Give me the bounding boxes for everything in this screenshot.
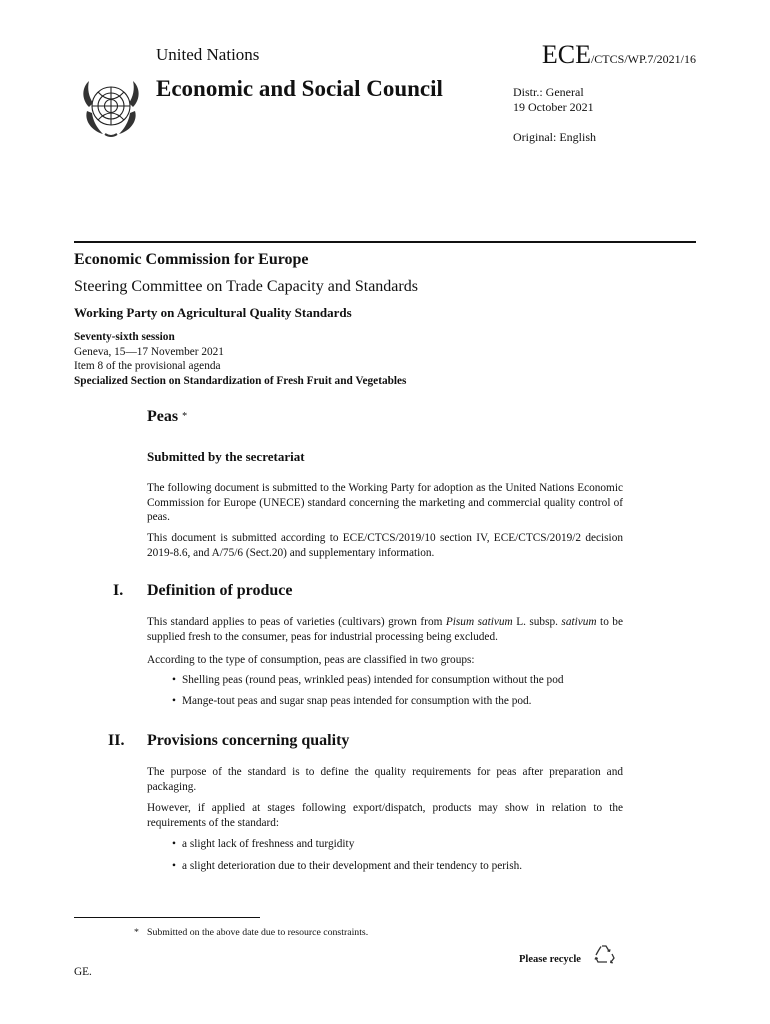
list-item: [172, 838, 354, 850]
footnote: [134, 927, 368, 938]
list-item-text: Shelling peas (round peas, wrinkled peas) intended for consumption without the pod: [182, 674, 564, 686]
list-item-text: a slight lack of freshness and turgidity: [182, 838, 355, 850]
list-item: [172, 695, 532, 707]
section-1-paragraph-1: [147, 615, 623, 644]
footnote-text: Submitted on the above date due to resource constraints.: [147, 927, 369, 938]
working-party-name: Working Party on Agricultural Quality Standards: [74, 305, 352, 320]
distribution-block: [513, 85, 594, 115]
bullet-glyph: •: [172, 838, 176, 850]
p1-subspecies: sativum: [561, 616, 597, 628]
p1-text-a: This standard applies to peas of varieties (cultivars) grown from: [147, 616, 446, 628]
recycle-icon: [592, 943, 616, 965]
footnote-rule: [74, 917, 260, 918]
section-1-paragraph-2: According to the type of consumption, peas are classified in two groups:: [147, 654, 475, 666]
un-emblem-icon: [78, 77, 144, 139]
issue-date: 19 October 2021: [513, 100, 594, 114]
commission-name: Economic Commission for Europe: [74, 251, 309, 268]
title-text: Peas: [147, 408, 179, 425]
section-2-paragraph-2: However, if applied at stages following export/dispatch, products may show in relation to the requirements of the standard:: [147, 802, 623, 829]
section-1-title: Definition of produce: [147, 582, 293, 599]
title-footnote-mark: *: [182, 411, 188, 422]
intro-paragraph-2: This document is submitted according to ECE/CTCS/2019/10 section IV, ECE/CTCS/2019/2 decision 2019-8.6, and A/75/6 (Sect.20) and supplementary information.: [147, 532, 623, 559]
list-item-text: Mange-tout peas and sugar snap peas intended for consumption with the pod.: [182, 695, 532, 707]
section-1-number: I.: [113, 582, 124, 599]
list-item-text: a slight deterioration due to their development and their tendency to perish.: [182, 860, 523, 872]
section-2-title: Provisions concerning quality: [147, 732, 350, 749]
council-title: Economic and Social Council: [156, 76, 443, 101]
p1-text-b: L. subsp.: [512, 616, 562, 628]
session: Seventy-sixth session: [74, 331, 175, 343]
footnote-mark: *: [134, 927, 139, 938]
org-name: United Nations: [156, 45, 260, 64]
symbol-prefix: ECE: [541, 40, 591, 69]
p1-text-c: to be supplied fresh to the consumer, peas for industrial processing being excluded.: [147, 616, 623, 643]
place-date: Geneva, 15—17 November 2021: [74, 345, 224, 358]
agenda-item: Item 8 of the provisional agenda: [74, 360, 221, 373]
job-code: GE.: [74, 966, 92, 978]
p1-species: Pisum sativum: [445, 616, 513, 628]
bullet-glyph: •: [172, 695, 176, 707]
list-item: [172, 674, 564, 686]
document-symbol: [542, 40, 696, 70]
committee-name: Steering Committee on Trade Capacity and Standards: [74, 278, 418, 295]
recycle-label: Please recycle: [519, 954, 581, 965]
bullet-glyph: •: [172, 674, 176, 686]
bullet-glyph: •: [172, 860, 176, 872]
original-language: Original: English: [513, 130, 596, 144]
document-title: [147, 408, 187, 426]
distribution: Distr.: General: [513, 85, 584, 99]
list-item: [172, 860, 522, 872]
meeting-details: [74, 330, 406, 389]
submitted-by: Submitted by the secretariat: [147, 449, 305, 464]
section-2-number: II.: [108, 732, 125, 749]
header-rule: [74, 241, 696, 243]
section-2-paragraph-1: The purpose of the standard is to define the quality requirements for peas after preparation and packaging.: [147, 766, 623, 793]
intro-paragraph-1: The following document is submitted to the Working Party for adoption as the United Nations Economic Commission for Europe (UNECE) standard concerning the marketing and commercial quality control of peas.: [147, 482, 623, 523]
symbol-rest: /CTCS/WP.7/2021/16: [590, 52, 696, 66]
specialized-section: Specialized Section on Standardization of Fresh Fruit and Vegetables: [74, 375, 407, 388]
